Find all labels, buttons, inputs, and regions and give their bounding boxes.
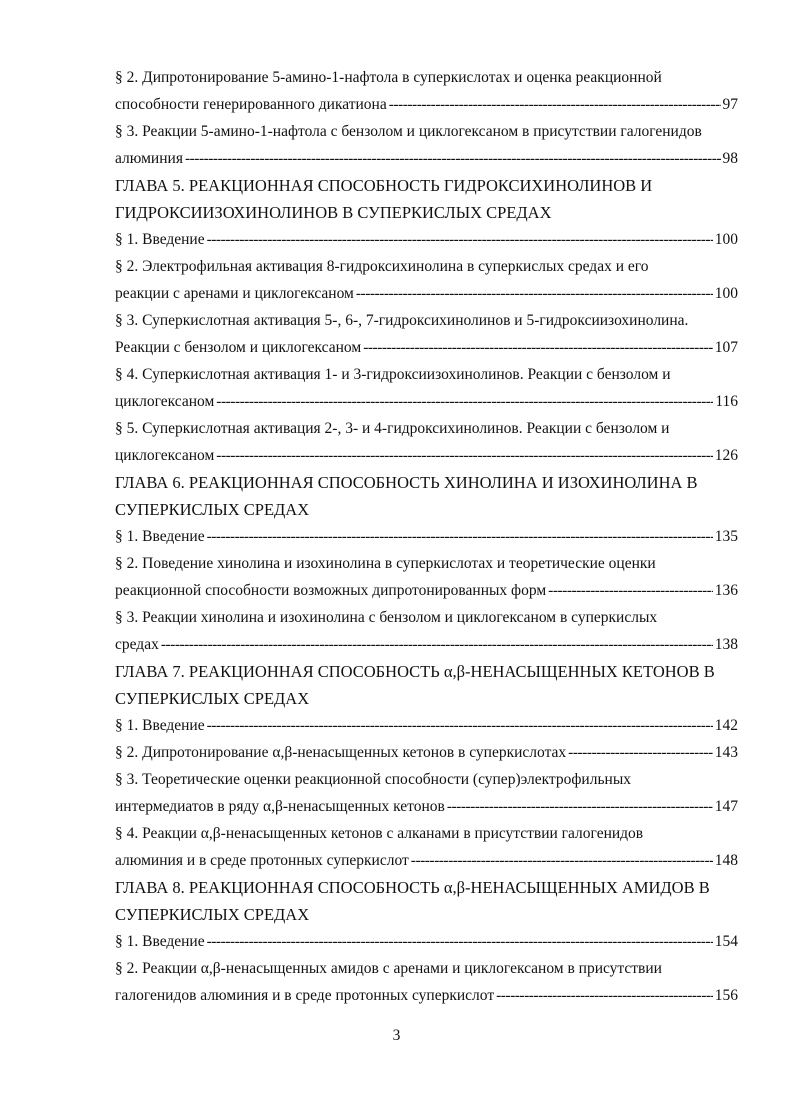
entry-page-number: 142 <box>714 717 738 734</box>
dot-leader <box>207 523 713 550</box>
dot-leader <box>207 226 713 253</box>
toc-chapter-heading <box>115 172 738 226</box>
dot-leader <box>568 739 713 766</box>
entry-last-line <box>115 442 738 469</box>
entry-text: циклогексаном <box>115 447 215 464</box>
entry-page-number: 143 <box>714 744 738 761</box>
entry-text: § 2. Дипротонирование α,β-ненасыщенных кетонов в суперкислотах <box>115 744 567 761</box>
entry-last-line <box>115 793 738 820</box>
entry-page-number: 107 <box>714 339 738 356</box>
toc-entry <box>115 118 738 172</box>
entry-text: средах <box>115 636 159 653</box>
entry-text-line: § 2. Дипротонирование 5-амино-1-нафтола в суперкислотах и оценка реакционной <box>115 69 662 86</box>
toc-chapter-heading <box>115 658 738 712</box>
dot-leader <box>363 334 713 361</box>
dot-leader <box>447 793 713 820</box>
dot-leader <box>411 847 713 874</box>
toc-entry <box>115 64 738 118</box>
entry-last-line <box>115 631 738 658</box>
chapter-title-line: СУПЕРКИСЛЫХ СРЕДАХ <box>115 500 310 519</box>
entry-last-line <box>115 928 738 955</box>
entry-page-number: 156 <box>714 987 738 1004</box>
dot-leader <box>161 631 713 658</box>
chapter-title-line: ГИДРОКСИИЗОХИНОЛИНОВ В СУПЕРКИСЛЫХ СРЕДАХ <box>115 203 552 222</box>
entry-text-line: § 5. Суперкислотная активация 2-, 3- и 4-гидроксихинолинов. Реакции с бензолом и <box>115 420 670 437</box>
dot-leader <box>216 442 712 469</box>
toc-entry <box>115 253 738 307</box>
entry-page-number: 136 <box>714 582 738 599</box>
toc-chapter-heading <box>115 469 738 523</box>
entry-text: циклогексаном <box>115 393 215 410</box>
entry-page-number: 126 <box>714 447 738 464</box>
entry-text-line: § 3. Реакции 5-амино-1-нафтола с бензолом и циклогексаном в присутствии галогенидов <box>115 123 702 140</box>
entry-text-line: § 3. Реакции хинолина и изохинолина с бензолом и циклогексаном в суперкислых <box>115 609 658 626</box>
chapter-title-line: СУПЕРКИСЛЫХ СРЕДАХ <box>115 689 310 708</box>
entry-page-number: 138 <box>714 636 738 653</box>
chapter-title-line: СУПЕРКИСЛЫХ СРЕДАХ <box>115 905 310 924</box>
dot-leader <box>207 712 713 739</box>
chapter-title-line: ГЛАВА 8. РЕАКЦИОННАЯ СПОСОБНОСТЬ α,β-НЕНАСЫЩЕННЫХ АМИДОВ В <box>115 878 710 897</box>
chapter-title-line: ГЛАВА 6. РЕАКЦИОННАЯ СПОСОБНОСТЬ ХИНОЛИНА И ИЗОХИНОЛИНА В <box>115 473 698 492</box>
entry-last-line <box>115 739 738 766</box>
entry-last-line <box>115 577 738 604</box>
entry-last-line <box>115 226 738 253</box>
entry-last-line <box>115 388 738 415</box>
entry-text: Реакции с бензолом и циклогексаном <box>115 339 362 356</box>
toc-entry <box>115 604 738 658</box>
entry-text-line: § 2. Поведение хинолина и изохинолина в суперкислотах и теоретические оценки <box>115 555 656 572</box>
entry-last-line <box>115 145 738 172</box>
entry-page-number: 116 <box>715 393 738 410</box>
toc-entry <box>115 550 738 604</box>
entry-text-line: § 3. Теоретические оценки реакционной способности (супер)электрофильных <box>115 771 631 788</box>
toc-entry <box>115 523 738 550</box>
toc-entry <box>115 739 738 766</box>
toc-entry <box>115 766 738 820</box>
entry-page-number: 98 <box>722 150 738 167</box>
entry-last-line <box>115 523 738 550</box>
toc-entry <box>115 307 738 361</box>
entry-text-line: § 4. Суперкислотная активация 1- и 3-гидроксиизохинолинов. Реакции с бензолом и <box>115 366 671 383</box>
toc-entry <box>115 361 738 415</box>
entry-text: способности генерированного дикатиона <box>115 96 387 113</box>
dot-leader <box>207 928 713 955</box>
entry-text: реакции с аренами и циклогексаном <box>115 285 354 302</box>
page-number: 3 <box>392 1027 401 1044</box>
chapter-title-line: ГЛАВА 5. РЕАКЦИОННАЯ СПОСОБНОСТЬ ГИДРОКСИХИНОЛИНОВ И <box>115 176 653 195</box>
entry-text-line: § 3. Суперкислотная активация 5-, 6-, 7-гидроксихинолинов и 5-гидроксиизохинолина. <box>115 312 689 329</box>
entry-text-line: § 2. Реакции α,β-ненасыщенных амидов с аренами и циклогексаном в присутствии <box>115 960 662 977</box>
dot-leader <box>548 577 713 604</box>
entry-last-line <box>115 982 738 1009</box>
entry-text: § 1. Введение <box>115 933 205 950</box>
entry-text: алюминия и в среде протонных суперкислот <box>115 852 409 869</box>
toc-entry <box>115 415 738 469</box>
toc-entry <box>115 820 738 874</box>
toc-entry <box>115 928 738 955</box>
toc-chapter-heading <box>115 874 738 928</box>
entry-text-line: § 2. Электрофильная активация 8-гидроксихинолина в суперкислых средах и его <box>115 258 649 275</box>
dot-leader <box>389 91 721 118</box>
dot-leader <box>356 280 713 307</box>
entry-text: § 1. Введение <box>115 528 205 545</box>
entry-text: § 1. Введение <box>115 717 205 734</box>
dot-leader <box>216 388 713 415</box>
entry-text: реакционной способности возможных дипротонированных форм <box>115 582 547 599</box>
table-of-contents <box>115 64 738 1009</box>
chapter-title-line: ГЛАВА 7. РЕАКЦИОННАЯ СПОСОБНОСТЬ α,β-НЕНАСЫЩЕННЫХ КЕТОНОВ В <box>115 662 715 681</box>
dot-leader <box>496 982 713 1009</box>
toc-entry <box>115 226 738 253</box>
entry-page-number: 135 <box>714 528 738 545</box>
entry-text: галогенидов алюминия и в среде протонных суперкислот <box>115 987 495 1004</box>
entry-page-number: 97 <box>722 96 738 113</box>
entry-last-line <box>115 280 738 307</box>
entry-last-line <box>115 91 738 118</box>
dot-leader <box>185 145 721 172</box>
entry-last-line <box>115 334 738 361</box>
entry-page-number: 148 <box>714 852 738 869</box>
entry-text-line: § 4. Реакции α,β-ненасыщенных кетонов с алканами в присутствии галогенидов <box>115 825 644 842</box>
entry-text: интермедиатов в ряду α,β-ненасыщенных кетонов <box>115 798 445 815</box>
entry-text: алюминия <box>115 150 183 167</box>
entry-text: § 1. Введение <box>115 231 205 248</box>
toc-entry <box>115 712 738 739</box>
entry-page-number: 154 <box>714 933 738 950</box>
toc-entry <box>115 955 738 1009</box>
entry-last-line <box>115 712 738 739</box>
entry-last-line <box>115 847 738 874</box>
entry-page-number: 147 <box>714 798 738 815</box>
entry-page-number: 100 <box>714 231 738 248</box>
entry-page-number: 100 <box>714 285 738 302</box>
